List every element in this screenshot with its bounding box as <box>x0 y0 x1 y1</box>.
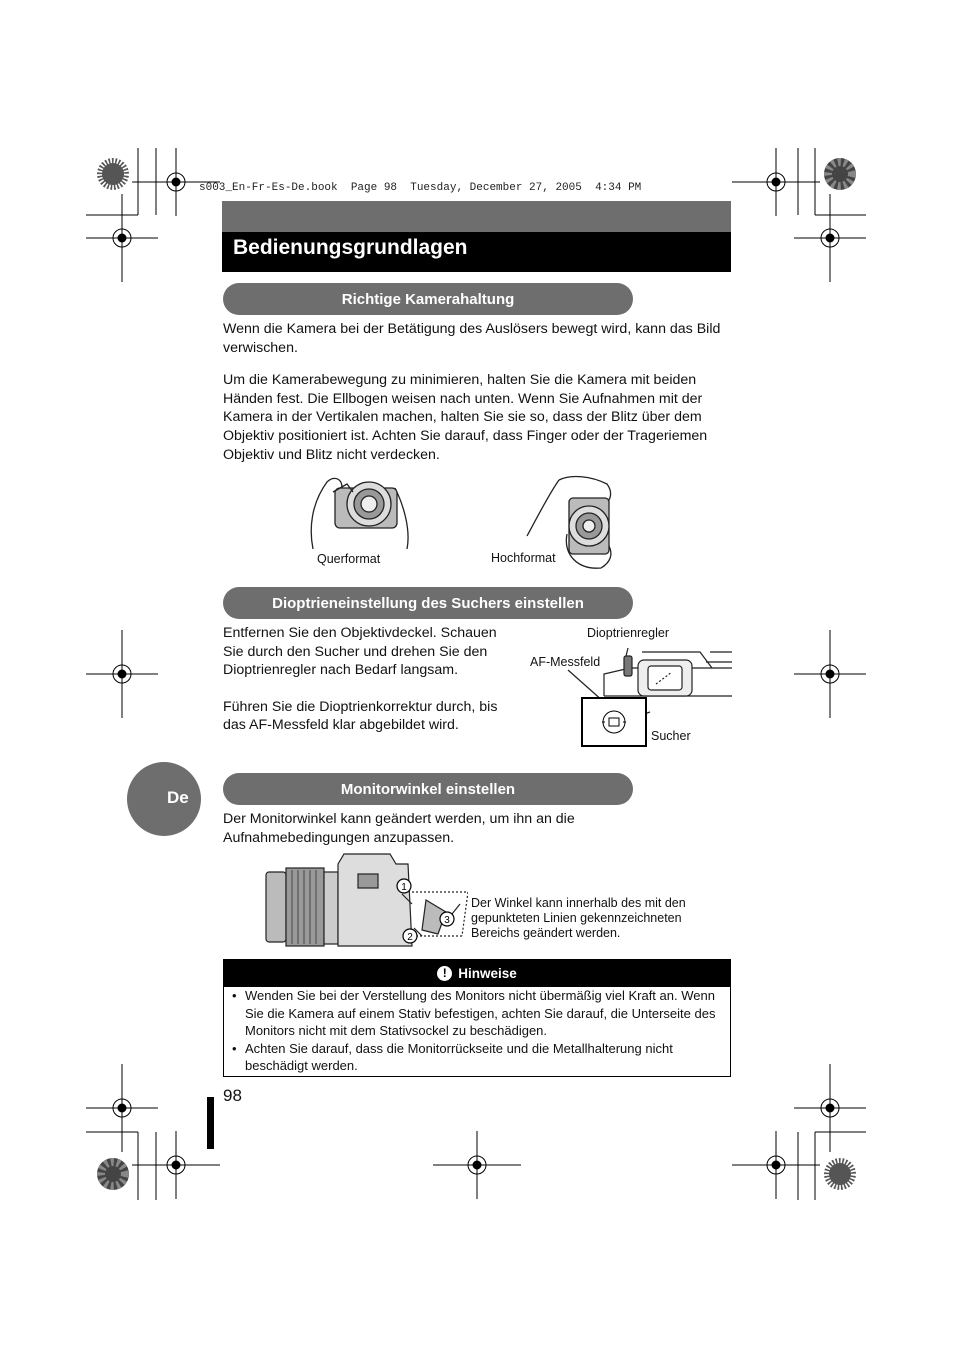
holding-text <box>223 320 733 464</box>
diopter-para-1: Entfernen Sie den Objektivdeckel. Schauen Sie durch den Sucher und drehen Sie den Dioptrienregler nach Bedarf langsam. <box>223 625 497 679</box>
notes-item: • Achten Sie darauf, dass die Monitorrückseite und die Metallhalterung nicht beschädigt werden. <box>232 1040 722 1075</box>
notes-item: • Wenden Sie bei der Verstellung des Monitors nicht übermäßig viel Kraft an. Wenn Sie die Kamera auf einem Stativ befestigen, achten Sie darauf, die Unterseite des Monitors nicht mit dem Stativsockel zu beschädigen. <box>232 987 722 1040</box>
crosshair-icon <box>86 630 158 718</box>
page-edge-bar <box>207 1097 214 1149</box>
monitor-caption: Der Winkel kann innerhalb des mit den gepunkteten Linien gekennzeichneten Bereichs geändert werden. <box>471 896 686 940</box>
monitor-angle-illustration <box>262 850 468 950</box>
diopter-para-2: Führen Sie die Dioptrienkorrektur durch, bis das AF-Messfeld klar abgebildet wird. <box>223 698 498 734</box>
language-tab <box>127 762 201 836</box>
page-number: 98 <box>223 1086 242 1105</box>
starburst-icon <box>97 1158 129 1190</box>
step-1-marker: 1 <box>401 882 407 893</box>
notes-title: Hinweise <box>458 966 517 981</box>
section-heading-holding: Richtige Kamerahaltung <box>223 283 633 315</box>
diopter-text <box>223 624 503 735</box>
warning-icon: ! <box>437 966 452 981</box>
step-2-marker: 2 <box>407 932 413 943</box>
crosshair-icon <box>433 1131 521 1199</box>
monitor-text <box>223 810 623 847</box>
landscape-grip-illustration <box>305 474 415 556</box>
crosshair-icon <box>86 194 158 282</box>
step-3-marker: 3 <box>444 915 450 926</box>
label-diopter-dial: Dioptrienregler <box>587 626 669 640</box>
notes-header <box>224 960 730 987</box>
notes-list <box>232 987 722 1075</box>
holding-para-2: Um die Kamerabewegung zu minimieren, halten Sie die Kamera mit beiden Händen fest. Die Ellbogen weisen nach unten. Wenn Sie Aufnahmen mit der Kamera in der Vertikalen machen, halten Sie sie so, dass der Blitz über dem Objektiv positioniert ist. Achten Sie darauf, dass Finger oder der Trageriemen Objektiv und Blitz nicht verdecken. <box>223 372 708 463</box>
section-heading-monitor: Monitorwinkel einstellen <box>223 773 633 805</box>
crosshair-icon <box>732 148 820 216</box>
title-band <box>222 201 731 232</box>
label-af-field: AF-Messfeld <box>530 655 601 669</box>
monitor-para-1: Der Monitorwinkel kann geändert werden, um ihn an die Aufnahmebedingungen anzupassen. <box>223 811 575 846</box>
page-title: Bedienungsgrundlagen <box>233 236 468 259</box>
language-tab-label: De <box>167 788 189 807</box>
crosshair-icon <box>794 630 866 718</box>
starburst-icon <box>824 158 856 190</box>
title-bar <box>222 232 731 272</box>
label-viewfinder: Sucher <box>651 729 691 743</box>
crosshair-icon <box>86 1064 158 1152</box>
starburst-icon <box>97 158 129 190</box>
book-header: s003_En-Fr-Es-De.book Page 98 Tuesday, December 27, 2005 4:34 PM <box>199 182 642 194</box>
section-heading-diopter: Dioptrieneinstellung des Suchers einstellen <box>223 587 633 619</box>
viewfinder-illustration <box>560 640 732 750</box>
caption-landscape: Querformat <box>317 552 381 566</box>
caption-portrait: Hochformat <box>491 551 556 565</box>
starburst-icon <box>824 1158 856 1190</box>
crosshair-icon <box>794 194 866 282</box>
notes-box <box>223 959 731 1077</box>
holding-para-1: Wenn die Kamera bei der Betätigung des Auslösers bewegt wird, kann das Bild verwischen. <box>223 321 721 356</box>
crosshair-icon <box>732 1131 820 1199</box>
crosshair-icon <box>794 1064 866 1152</box>
